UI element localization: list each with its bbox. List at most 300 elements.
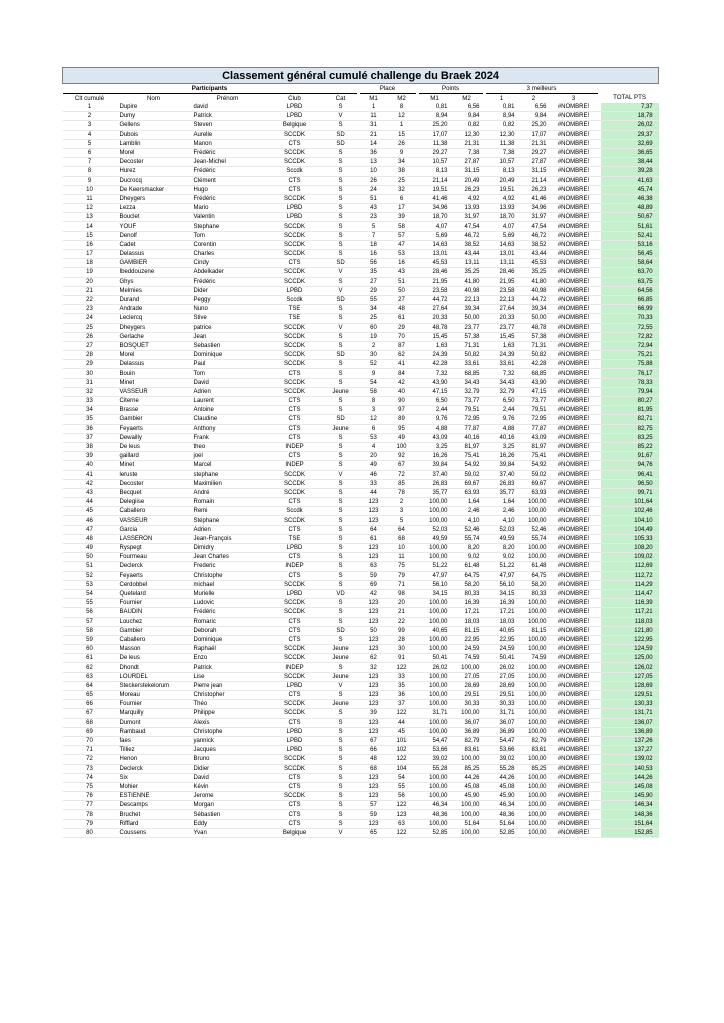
cell-points-m2: 72,95 (451, 415, 483, 424)
cell-place-m2: 20 (388, 599, 416, 608)
cell-rank: 68 (63, 718, 117, 727)
cell-club: LPBD (265, 213, 325, 222)
table-row (63, 635, 659, 644)
cell-best-1: 53,66 (486, 746, 518, 755)
cell-total: 121,80 (601, 626, 659, 635)
cell-best-3: #NOMBRE! (550, 148, 598, 157)
cell-cat: Jeune (325, 654, 357, 663)
cell-best-1: 1,64 (486, 498, 518, 507)
cell-rank: 33 (63, 397, 117, 406)
cell-best-3: #NOMBRE! (550, 139, 598, 148)
cell-points-m2: 79,51 (451, 406, 483, 415)
cell-total: 46,38 (601, 194, 659, 203)
cell-points-m1: 100,00 (419, 727, 451, 736)
cell-points-m1: 21,95 (419, 277, 451, 286)
cell-club: LPBD (265, 736, 325, 745)
cell-best-3: #NOMBRE! (550, 773, 598, 782)
cell-points-m2: 57,38 (451, 332, 483, 341)
cell-best-3: #NOMBRE! (550, 488, 598, 497)
cell-name: Morel (117, 351, 191, 360)
cell-best-1: 52,85 (486, 828, 518, 837)
cell-best-2: 74,59 (518, 654, 550, 663)
cell-points-m1: 28,46 (419, 268, 451, 277)
cell-best-2: 79,51 (518, 406, 550, 415)
cell-club: SCCDK (265, 387, 325, 396)
cell-points-m2: 54,92 (451, 461, 483, 470)
cell-club: SCCDK (265, 231, 325, 240)
cell-best-1: 2,44 (486, 406, 518, 415)
cell-club: LPBD (265, 286, 325, 295)
cell-rank: 20 (63, 277, 117, 286)
cell-firstname: Cindy (191, 259, 265, 268)
cell-total: 82,71 (601, 415, 659, 424)
cell-points-m2: 58,20 (451, 580, 483, 589)
cell-rank: 24 (63, 314, 117, 323)
cell-points-m2: 64,75 (451, 571, 483, 580)
cell-points-m1: 40,65 (419, 626, 451, 635)
cell-place-m1: 59 (360, 810, 388, 819)
cell-total: 145,08 (601, 782, 659, 791)
col-rank: Clt cumulé (74, 94, 105, 102)
cell-total: 96,50 (601, 479, 659, 488)
cell-place-m1: 33 (360, 479, 388, 488)
cell-cat: S (325, 277, 357, 286)
cell-name: ESTIENNE (117, 792, 191, 801)
cell-total: 72,94 (601, 341, 659, 350)
cell-firstname: Marcel (191, 461, 265, 470)
col-best-3: 3 (571, 94, 576, 102)
cell-name: gaillard (117, 452, 191, 461)
cell-place-m1: 64 (360, 525, 388, 534)
cell-rank: 77 (63, 801, 117, 810)
cell-firstname: theo (191, 442, 265, 451)
cell-place-m2: 122 (388, 755, 416, 764)
cell-best-2: 100,00 (518, 507, 550, 516)
table-row (63, 397, 659, 406)
cell-name: Dumy (117, 112, 191, 121)
cell-place-m2: 39 (388, 213, 416, 222)
cell-place-m2: 91 (388, 654, 416, 663)
cell-points-m2: 6,56 (451, 103, 483, 112)
cell-rank: 51 (63, 562, 117, 571)
cell-cat: S (325, 461, 357, 470)
cell-cat: S (325, 755, 357, 764)
cell-points-m2: 22,95 (451, 635, 483, 644)
cell-firstname: Adrien (191, 525, 265, 534)
cell-firstname: Nuno (191, 305, 265, 314)
cell-best-2: 100,00 (518, 718, 550, 727)
cell-firstname: Yvan (191, 828, 265, 837)
cell-place-m1: 123 (360, 700, 388, 709)
cell-firstname: Stive (191, 314, 265, 323)
cell-firstname: Christophe (191, 727, 265, 736)
cell-name: Fourmeau (117, 553, 191, 562)
cell-total: 66,85 (601, 295, 659, 304)
table-row (63, 516, 659, 525)
cell-club: Sccdk (265, 167, 325, 176)
cell-best-1: 14,63 (486, 240, 518, 249)
cell-best-2: 69,67 (518, 479, 550, 488)
cell-points-m1: 43,90 (419, 378, 451, 387)
cell-total: 128,69 (601, 681, 659, 690)
cell-place-m2: 42 (388, 378, 416, 387)
cell-name: Decoster (117, 479, 191, 488)
cell-cat: Jeune (325, 700, 357, 709)
cell-firstname: Abdelkader (191, 268, 265, 277)
table-row (63, 819, 659, 828)
cell-rank: 80 (63, 828, 117, 837)
cell-cat: S (325, 534, 357, 543)
cell-club: CTS (265, 433, 325, 442)
ranking-table (62, 67, 659, 838)
cell-points-m2: 34,43 (451, 378, 483, 387)
cell-club: LPBD (265, 681, 325, 690)
cell-club: CTS (265, 259, 325, 268)
cell-best-1: 4,07 (486, 222, 518, 231)
cell-place-m1: 56 (360, 259, 388, 268)
cell-points-m1: 6,50 (419, 397, 451, 406)
cell-cat: S (325, 709, 357, 718)
cell-name: VASSEUR (117, 516, 191, 525)
cell-place-m1: 9 (360, 369, 388, 378)
cell-place-m1: 34 (360, 305, 388, 314)
cell-rank: 4 (63, 130, 117, 139)
cell-club: Belgique (265, 121, 325, 130)
cell-best-3: #NOMBRE! (550, 369, 598, 378)
table-row (63, 158, 659, 167)
cell-place-m1: 50 (360, 626, 388, 635)
cell-best-3: #NOMBRE! (550, 709, 598, 718)
cell-place-m1: 36 (360, 148, 388, 157)
cell-best-3: #NOMBRE! (550, 378, 598, 387)
cell-best-1: 1,63 (486, 341, 518, 350)
cell-rank: 61 (63, 654, 117, 663)
cell-best-1: 26,02 (486, 663, 518, 672)
cell-place-m1: 123 (360, 718, 388, 727)
cell-cat: Jeune (325, 672, 357, 681)
table-row (63, 617, 659, 626)
cell-points-m1: 13,01 (419, 250, 451, 259)
cell-place-m1: 67 (360, 736, 388, 745)
cell-firstname: Raphaël (191, 645, 265, 654)
cell-firstname: Maximilien (191, 479, 265, 488)
cell-cat: S (325, 792, 357, 801)
cell-points-m2: 38,52 (451, 240, 483, 249)
cell-place-m2: 95 (388, 424, 416, 433)
cell-rank: 25 (63, 323, 117, 332)
cell-club: SCCDK (265, 158, 325, 167)
cell-best-2: 100,00 (518, 700, 550, 709)
cell-points-m1: 47,97 (419, 571, 451, 580)
cell-rank: 52 (63, 571, 117, 580)
cell-place-m1: 48 (360, 755, 388, 764)
cell-best-1: 33,61 (486, 360, 518, 369)
cell-place-m2: 43 (388, 268, 416, 277)
cell-cat: Jeune (325, 424, 357, 433)
cell-best-1: 13,11 (486, 259, 518, 268)
cell-best-3: #NOMBRE! (550, 360, 598, 369)
cell-place-m2: 6 (388, 194, 416, 203)
cell-best-3: #NOMBRE! (550, 323, 598, 332)
cell-name: Dupire (117, 103, 191, 112)
cell-best-1: 39,84 (486, 461, 518, 470)
cell-place-m2: 97 (388, 406, 416, 415)
cell-best-3: #NOMBRE! (550, 158, 598, 167)
cell-name: Dumont (117, 718, 191, 727)
cell-rank: 41 (63, 470, 117, 479)
cell-best-2: 29,27 (518, 148, 550, 157)
cell-total: 36,65 (601, 148, 659, 157)
cell-points-m1: 100,00 (419, 553, 451, 562)
cell-place-m2: 104 (388, 764, 416, 773)
cell-firstname: Patrick (191, 663, 265, 672)
cell-best-3: #NOMBRE! (550, 782, 598, 791)
cell-place-m1: 69 (360, 580, 388, 589)
cell-place-m1: 13 (360, 158, 388, 167)
cell-points-m2: 55,74 (451, 534, 483, 543)
cell-rank: 12 (63, 204, 117, 213)
cell-firstname: Anthony (191, 424, 265, 433)
table-row (63, 580, 659, 589)
cell-firstname: Jerome (191, 792, 265, 801)
table-row (63, 305, 659, 314)
cell-place-m1: 30 (360, 351, 388, 360)
cell-points-m2: 4,10 (451, 516, 483, 525)
table-row (63, 700, 659, 709)
cell-best-3: #NOMBRE! (550, 635, 598, 644)
cell-cat: S (325, 433, 357, 442)
cell-place-m1: 39 (360, 709, 388, 718)
cell-best-1: 34,43 (486, 378, 518, 387)
cell-points-m2: 50,00 (451, 314, 483, 323)
table-row (63, 295, 659, 304)
cell-best-3: #NOMBRE! (550, 507, 598, 516)
cell-points-m2: 51,64 (451, 819, 483, 828)
cell-name: Rifflard (117, 819, 191, 828)
cell-points-m1: 100,00 (419, 773, 451, 782)
cell-rank: 23 (63, 305, 117, 314)
cell-best-1: 20,33 (486, 314, 518, 323)
cell-place-m2: 15 (388, 130, 416, 139)
cell-club: CTS (265, 571, 325, 580)
cell-name: GAMBIER (117, 259, 191, 268)
cell-best-2: 50,82 (518, 351, 550, 360)
cell-firstname: Frédéric (191, 148, 265, 157)
cell-points-m2: 45,90 (451, 792, 483, 801)
cell-points-m2: 13,11 (451, 259, 483, 268)
cell-name: Gambier (117, 626, 191, 635)
cell-best-3: #NOMBRE! (550, 332, 598, 341)
cell-cat: S (325, 213, 357, 222)
cell-cat: S (325, 332, 357, 341)
cell-name: Minet (117, 461, 191, 470)
cell-total: 78,33 (601, 378, 659, 387)
cell-name: De leus (117, 442, 191, 451)
cell-points-m2: 85,25 (451, 764, 483, 773)
cell-points-m2: 27,05 (451, 672, 483, 681)
cell-total: 122,95 (601, 635, 659, 644)
cell-place-m2: 89 (388, 415, 416, 424)
cell-place-m2: 123 (388, 810, 416, 819)
cell-best-1: 24,39 (486, 351, 518, 360)
cell-club: SCCDK (265, 580, 325, 589)
table-row (63, 654, 659, 663)
cell-total: 48,89 (601, 204, 659, 213)
cell-total: 70,33 (601, 314, 659, 323)
cell-club: SCCDK (265, 323, 325, 332)
cell-name: Feyaerts (117, 571, 191, 580)
cell-name: Fournier (117, 599, 191, 608)
cell-points-m1: 52,85 (419, 828, 451, 837)
cell-best-2: 100,00 (518, 755, 550, 764)
cell-club: SCCDK (265, 378, 325, 387)
cell-cat: S (325, 599, 357, 608)
cell-rank: 69 (63, 727, 117, 736)
cell-points-m1: 46,34 (419, 801, 451, 810)
cell-best-3: #NOMBRE! (550, 498, 598, 507)
cell-points-m2: 50,82 (451, 351, 483, 360)
cell-best-1: 12,30 (486, 130, 518, 139)
cell-rank: 1 (63, 103, 117, 112)
cell-points-m2: 23,77 (451, 323, 483, 332)
cell-place-m1: 6 (360, 424, 388, 433)
cell-points-m2: 73,77 (451, 397, 483, 406)
table-row (63, 286, 659, 295)
cell-club: CTS (265, 810, 325, 819)
cell-best-3: #NOMBRE! (550, 268, 598, 277)
table-row (63, 360, 659, 369)
cell-total: 139,02 (601, 755, 659, 764)
cell-firstname: Stéphane (191, 516, 265, 525)
table-row (63, 369, 659, 378)
cell-total: 140,53 (601, 764, 659, 773)
cell-best-1: 47,97 (486, 571, 518, 580)
cell-cat: S (325, 580, 357, 589)
table-row (63, 442, 659, 451)
cell-place-m1: 123 (360, 727, 388, 736)
cell-best-1: 28,46 (486, 268, 518, 277)
cell-best-3: #NOMBRE! (550, 452, 598, 461)
cell-best-1: 7,32 (486, 369, 518, 378)
cell-place-m2: 10 (388, 544, 416, 553)
cell-firstname: Romaric (191, 617, 265, 626)
cell-best-1: 20,49 (486, 176, 518, 185)
col-best-1: 1 (499, 94, 504, 102)
cell-rank: 62 (63, 663, 117, 672)
cell-points-m1: 35,77 (419, 488, 451, 497)
cell-place-m2: 37 (388, 700, 416, 709)
cell-points-m2: 100,00 (451, 709, 483, 718)
cell-points-m1: 9,76 (419, 415, 451, 424)
cell-place-m2: 75 (388, 562, 416, 571)
cell-cat: S (325, 488, 357, 497)
cell-firstname: Sebastien (191, 341, 265, 350)
cell-place-m2: 67 (388, 461, 416, 470)
cell-points-m1: 18,70 (419, 213, 451, 222)
cell-cat: Jeune (325, 645, 357, 654)
cell-place-m2: 57 (388, 231, 416, 240)
cell-best-2: 100,00 (518, 709, 550, 718)
cell-firstname: Morgan (191, 801, 265, 810)
cell-total: 112,69 (601, 562, 659, 571)
cell-best-2: 40,98 (518, 286, 550, 295)
cell-cat: S (325, 176, 357, 185)
cell-place-m2: 101 (388, 736, 416, 745)
group-participants: Participants (63, 84, 357, 94)
cell-rank: 34 (63, 406, 117, 415)
cell-best-1: 31,71 (486, 709, 518, 718)
cell-total: 75,88 (601, 360, 659, 369)
cell-rank: 47 (63, 525, 117, 534)
cell-cat: S (325, 314, 357, 323)
cell-rank: 49 (63, 544, 117, 553)
table-row (63, 764, 659, 773)
cell-points-m1: 23,58 (419, 286, 451, 295)
cell-club: INDEP (265, 663, 325, 672)
cell-best-1: 23,77 (486, 323, 518, 332)
group-best: 3 meilleurs (486, 84, 598, 94)
cell-best-3: #NOMBRE! (550, 406, 598, 415)
cell-club: SCCDK (265, 488, 325, 497)
cell-points-m2: 1,64 (451, 498, 483, 507)
cell-points-m1: 100,00 (419, 700, 451, 709)
col-place-m2: M2 (397, 94, 406, 102)
cell-club: SCCDK (265, 755, 325, 764)
cell-best-3: #NOMBRE! (550, 645, 598, 654)
cell-place-m2: 68 (388, 534, 416, 543)
cell-firstname: Peggy (191, 295, 265, 304)
cell-best-2: 100,00 (518, 782, 550, 791)
cell-points-m1: 39,02 (419, 755, 451, 764)
cell-best-1: 18,70 (486, 213, 518, 222)
cell-place-m1: 14 (360, 139, 388, 148)
cell-best-3: #NOMBRE! (550, 250, 598, 259)
cell-club: SCCDK (265, 341, 325, 350)
cell-points-m1: 8,13 (419, 167, 451, 176)
cell-best-2: 41,80 (518, 277, 550, 286)
table-row (63, 626, 659, 635)
cell-place-m1: 123 (360, 507, 388, 516)
cell-total: 104,49 (601, 525, 659, 534)
table-row (63, 755, 659, 764)
cell-total: 127,05 (601, 672, 659, 681)
cell-total: 72,55 (601, 323, 659, 332)
cell-best-1: 17,21 (486, 608, 518, 617)
cell-place-m1: 46 (360, 470, 388, 479)
cell-firstname: Eddy (191, 819, 265, 828)
cell-place-m2: 41 (388, 360, 416, 369)
cell-best-1: 0,82 (486, 121, 518, 130)
table-row (63, 488, 659, 497)
cell-cat: V (325, 268, 357, 277)
cell-place-m2: 122 (388, 709, 416, 718)
cell-name: Coussens (117, 828, 191, 837)
cell-firstname: Dimidry (191, 544, 265, 553)
cell-points-m2: 36,89 (451, 727, 483, 736)
cell-firstname: Lise (191, 672, 265, 681)
cell-club: SCCDK (265, 516, 325, 525)
cell-club: LPBD (265, 103, 325, 112)
cell-points-m1: 48,78 (419, 323, 451, 332)
cell-cat: S (325, 240, 357, 249)
cell-points-m2: 71,31 (451, 341, 483, 350)
cell-best-1: 22,13 (486, 295, 518, 304)
cell-points-m1: 100,00 (419, 672, 451, 681)
cell-best-3: #NOMBRE! (550, 121, 598, 130)
group-place: Place (360, 84, 416, 94)
cell-rank: 46 (63, 516, 117, 525)
cell-best-1: 22,95 (486, 635, 518, 644)
